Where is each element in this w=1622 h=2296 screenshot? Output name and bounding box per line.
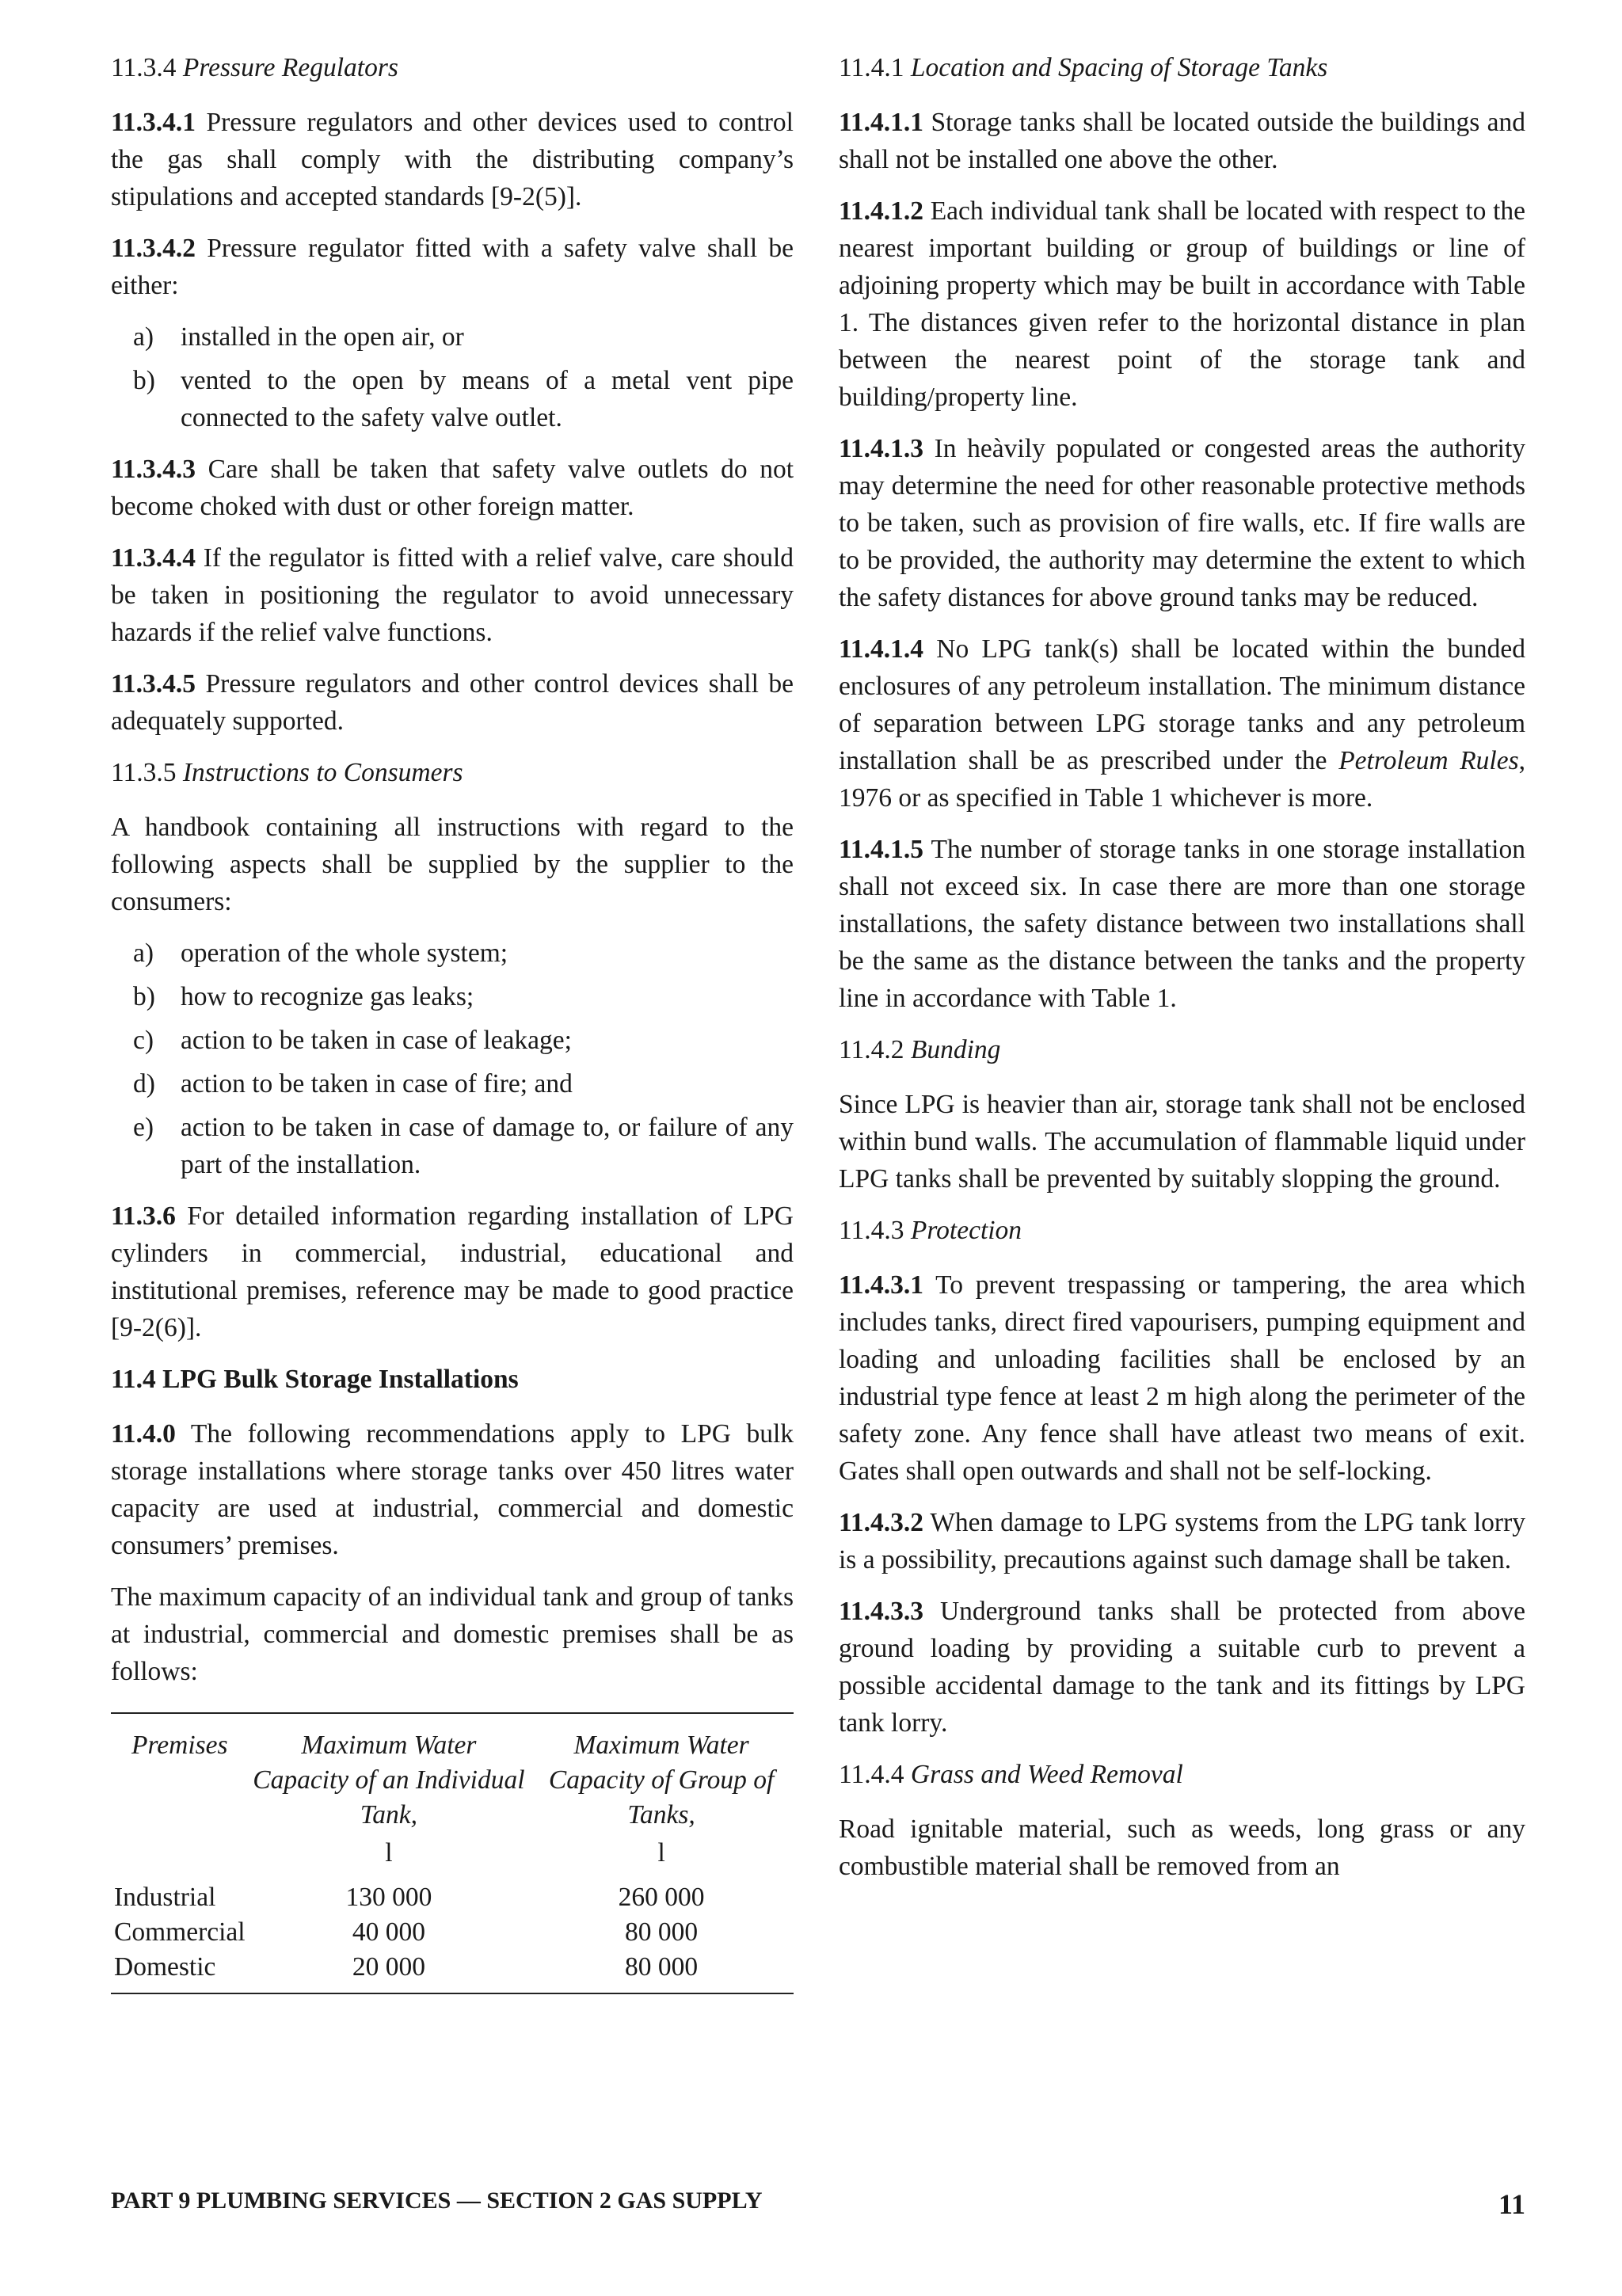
heading-11-4-2: 11.4.2 Bunding xyxy=(839,1035,1001,1064)
list-item: c) action to be taken in case of leakage; xyxy=(133,1026,572,1055)
list-item: b) vented to the open by means of a metal vent pipe connected to the safety valve outlet. xyxy=(133,366,794,432)
heading-11-3-5: 11.3.5 Instructions to Consumers xyxy=(111,758,463,787)
right-column xyxy=(839,49,1525,1899)
clause-11-4-1-1: 11.4.1.1 Storage tanks shall be located outside the buildings and shall not be installed one above the other. xyxy=(839,108,1526,174)
clause-11-3-4-4: 11.3.4.4 If the regulator is fitted with a relief valve, care should be taken in positioning the regulator to avoid unnecessary hazards if the relief valve functions. xyxy=(111,543,794,647)
heading-11-4-1: 11.4.1 Location and Spacing of Storage Tanks xyxy=(839,53,1328,82)
heading-11-4: 11.4 LPG Bulk Storage Installations xyxy=(111,1365,519,1394)
clause-11-4-2-text: Since LPG is heavier than air, storage tank shall not be enclosed within bund walls. The accumulation of flammable liquid under LPG tanks shall be prevented by suitably slopping the ground. xyxy=(839,1090,1525,1194)
clause-11-4-1-4: 11.4.1.4 No LPG tank(s) shall be located within the bunded enclosures of any petroleum installation. The minimum distance of separation between LPG storage tanks and any petroleum installation shall be as prescribed under the Petroleum Rules, 1976 or as specified in Table 1 whichever is more. xyxy=(839,634,1525,813)
list-item: a) installed in the open air, or xyxy=(133,322,464,352)
list-item: e) action to be taken in case of damage to, or failure of any part of the installation. xyxy=(133,1113,794,1179)
page-footer xyxy=(111,2187,1525,2221)
col-header-group: Maximum Water Capacity of Group of Tanks, xyxy=(548,1731,775,1830)
table-row: Industrial 130 000 260 000 xyxy=(114,1883,705,1912)
clause-11-3-5-text: A handbook containing all instructions with regard to the following aspects shall be supplied by the supplier to the consumers: xyxy=(111,813,794,916)
clause-11-4-1-3: 11.4.1.3 In heàvily populated or congested areas the authority may determine the need for other reasonable protective methods to be taken, such as provision of fire walls, etc. If fire walls are to be provided, the authority may determine the extent to which the safety distances for above ground tanks may be reduced. xyxy=(839,434,1526,612)
clause-11-4-3-1: 11.4.3.1 To prevent trespassing or tampering, the area which includes tanks, direct fired vapourisers, pumping equipment and loading and unloading facilities shall be enclosed by an industrial type fence at least 2 m high along the perimeter of the safety zone. Any fence shall have atleast two means of exit. Gates shall open outwards and shall not be self-locking. xyxy=(839,1270,1525,1486)
list-item: b) how to recognize gas leaks; xyxy=(133,982,474,1011)
clause-11-3-4-2: 11.3.4.2 Pressure regulator fitted with a safety valve shall be either: xyxy=(111,234,794,300)
clause-11-4-1-2: 11.4.1.2 Each individual tank shall be located with respect to the nearest important building or group of buildings or line of adjoining property which may be built in accordance with Table 1. The distances given refer to the horizontal distance in plan between the nearest point of the storage tank and building/property line. xyxy=(839,196,1526,412)
capacity-table xyxy=(111,1712,794,1994)
list-safety-valve xyxy=(111,318,794,436)
clause-11-4-3-2: 11.4.3.2 When damage to LPG systems from the LPG tank lorry is a possibility, precautions against such damage shall be taken. xyxy=(839,1508,1525,1574)
clause-11-4-0-text2: The maximum capacity of an individual tank and group of tanks at industrial, commercial and domestic premises shall be as follows: xyxy=(111,1582,794,1686)
col-header-premises: Premises xyxy=(131,1731,228,1760)
clause-11-3-4-3: 11.3.4.3 Care shall be taken that safety valve outlets do not become choked with dust or other foreign matter. xyxy=(111,455,794,521)
footer-section-title: PART 9 PLUMBING SERVICES — SECTION 2 GAS SUPPLY xyxy=(111,2187,763,2214)
page-number: 11 xyxy=(1498,2188,1525,2220)
heading-11-4-4: 11.4.4 Grass and Weed Removal xyxy=(839,1760,1183,1789)
clause-11-4-0: 11.4.0 The following recommendations apply to LPG bulk storage installations where storage tanks over 450 litres water capacity are used at industrial, commercial and domestic consumers’ premises. xyxy=(111,1419,794,1560)
unit-group: l xyxy=(657,1838,665,1868)
clause-11-4-4-text: Road ignitable material, such as weeds, long grass or any combustible material shall be removed from an xyxy=(839,1814,1525,1881)
list-handbook-aspects xyxy=(111,935,794,1183)
heading-11-4-3: 11.4.3 Protection xyxy=(839,1216,1022,1245)
list-item: a) operation of the whole system; xyxy=(133,939,508,968)
clause-11-3-6: 11.3.6 For detailed information regarding installation of LPG cylinders in commercial, industrial, educational and institutional premises, reference may be made to good practice [9-2(6)]. xyxy=(111,1201,794,1342)
table-row: Commercial 40 000 80 000 xyxy=(114,1917,699,1947)
left-column xyxy=(111,49,794,1994)
table-row: Domestic 20 000 80 000 xyxy=(114,1952,699,1982)
clause-11-3-4-1: 11.3.4.1 Pressure regulators and other devices used to control the gas shall comply with the distributing company’s stipulations and accepted standards [9-2(5)]. xyxy=(111,108,794,211)
clause-11-4-3-3: 11.4.3.3 Underground tanks shall be protected from above ground loading by providing a suitable curb to prevent a possible accidental damage to the tank and its fittings by LPG tank lorry. xyxy=(839,1597,1526,1738)
unit-individual: l xyxy=(385,1838,393,1868)
clause-11-3-4-5: 11.3.4.5 Pressure regulators and other control devices shall be adequately supported. xyxy=(111,669,794,736)
clause-11-4-1-5: 11.4.1.5 The number of storage tanks in one storage installation shall not exceed six. In case there are more than one storage installations, the safety distance between two installations shall be the same as the distance between the tanks and the property line in accordance with Table 1. xyxy=(839,835,1525,1013)
heading-11-3-4: 11.3.4 Pressure Regulators xyxy=(111,53,398,82)
list-item: d) action to be taken in case of fire; and xyxy=(133,1069,573,1099)
col-header-individual: Maximum Water Capacity of an Individual Tank, xyxy=(253,1731,525,1830)
